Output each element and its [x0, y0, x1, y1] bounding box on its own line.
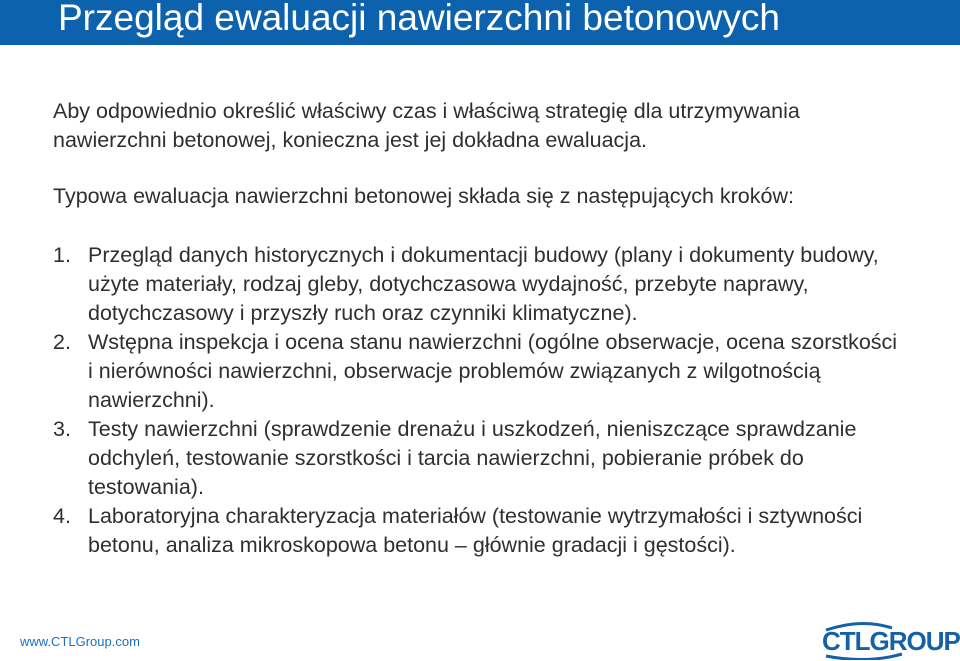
logo-wordmark: CTLGROUP — [822, 626, 960, 656]
slide-title: Przegląd ewaluacji nawierzchni betonowych — [58, 0, 780, 38]
ctlgroup-logo — [822, 620, 960, 660]
step-number: 3. — [53, 417, 71, 441]
step-number: 2. — [53, 330, 71, 354]
step-text: Testy nawierzchni (sprawdzenie drenażu i uszkodzeń, nieniszczące sprawdzanie odchyleń, testowanie szorstkości i tarcia nawierzchni, pobieranie próbek do testowania). — [88, 417, 857, 499]
step-item — [53, 502, 903, 560]
step-text: Przegląd danych historycznych i dokumentacji budowy (plany i dokumenty budowy, użyte materiały, rodzaj gleby, dotychczasowa wydajność, przebyte naprawy, dotychczasowy i przyszły ruch oraz czynniki klimatyczne). — [88, 243, 879, 325]
step-item — [53, 328, 903, 415]
step-item — [53, 241, 903, 328]
intro-paragraph: Aby odpowiednio określić właściwy czas i właściwą strategię dla utrzymywania nawierzchni betonowej, konieczna jest jej dokładna ewaluacja. — [53, 99, 800, 152]
steps-list — [53, 241, 903, 560]
lead-paragraph: Typowa ewaluacja nawierzchni betonowej składa się z następujących kroków: — [53, 184, 794, 208]
step-number: 1. — [53, 243, 71, 267]
step-text: Wstępna inspekcja i ocena stanu nawierzchni (ogólne obserwacje, ocena szorstkości i nierówności nawierzchni, obserwacje problemów związanych z wilgotnością nawierzchni). — [88, 330, 898, 412]
title-bar — [0, 0, 960, 45]
step-item — [53, 415, 903, 502]
step-text: Laboratoryjna charakteryzacja materiałów (testowanie wytrzymałości i sztywności betonu, analiza mikroskopowa betonu – głównie gradacji i gęstości). — [88, 504, 863, 557]
footer-website-link[interactable]: www.CTLGroup.com — [20, 634, 140, 649]
step-number: 4. — [53, 504, 71, 528]
